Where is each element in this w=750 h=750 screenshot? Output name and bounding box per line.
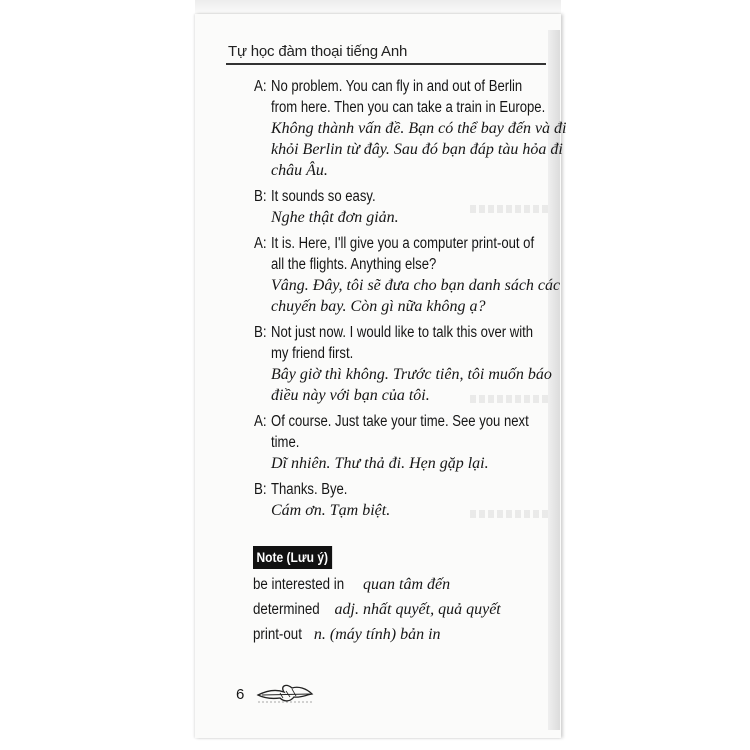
vietnamese-translation: Không thành vấn đề. Bạn có thể bay đến và đi khỏi Berlin từ đây. Sau đó bạn đáp tàu hỏa đi châu Âu. — [271, 120, 567, 179]
dialogue-turn — [251, 479, 551, 521]
dialogue-turn — [251, 322, 551, 406]
vocabulary-notes — [253, 573, 553, 648]
note-term: determined — [253, 601, 320, 618]
running-head: Tự học đàm thoại tiếng Anh — [228, 43, 408, 60]
note-entry — [253, 598, 553, 621]
speaker-label: A: — [254, 413, 267, 430]
dialogue-turn — [251, 76, 567, 181]
english-line: It sounds so easy. — [271, 188, 376, 205]
vietnamese-translation: Vâng. Đây, tôi sẽ đưa cho bạn danh sách các chuyến bay. Còn gì nữa không ạ? — [271, 277, 561, 315]
english-line: It is. Here, I'll give you a computer print-out of all the flights. Anything else? — [271, 235, 535, 273]
english-line: Thanks. Bye. — [271, 481, 348, 498]
vietnamese-translation: Bây giờ thì không. Trước tiên, tôi muốn báo điều này với bạn của tôi. — [271, 366, 552, 404]
english-line: Not just now. I would like to talk this over with my friend first. — [271, 324, 534, 362]
speaker-label: B: — [254, 188, 267, 205]
note-definition: quan tâm đến — [363, 576, 451, 593]
note-entry — [253, 623, 553, 646]
page-top-shadow — [195, 0, 561, 14]
speaker-label: B: — [254, 324, 267, 341]
english-line: No problem. You can fly in and out of Berlin from here. Then you can take a train in Europe. — [271, 78, 546, 116]
vietnamese-translation: Nghe thật đơn giản. — [271, 209, 399, 226]
english-line: Of course. Just take your time. See you next time. — [271, 413, 529, 451]
page-number: 6 — [236, 686, 245, 703]
note-term: be interested in — [253, 576, 345, 593]
dialogue-turn — [251, 411, 551, 474]
dialogue-turn — [251, 186, 551, 228]
speaker-label: B: — [254, 481, 267, 498]
note-term: print-out — [253, 626, 302, 643]
vietnamese-translation: Dĩ nhiên. Thư thả đi. Hẹn gặp lại. — [271, 455, 489, 472]
dialogue — [251, 76, 567, 526]
note-label: Note (Lưu ý) — [253, 546, 332, 569]
vietnamese-translation: Cám ơn. Tạm biệt. — [271, 502, 391, 519]
note-definition: adj. nhất quyết, quả quyết — [334, 601, 501, 618]
speaker-label: A: — [254, 78, 267, 95]
feather-quill-ornament-icon — [256, 680, 316, 706]
note-definition: n. (máy tính) bản in — [313, 626, 441, 643]
note-entry — [253, 573, 553, 596]
dialogue-turn — [251, 233, 561, 317]
header-rule — [226, 63, 546, 65]
speaker-label: A: — [254, 235, 267, 252]
